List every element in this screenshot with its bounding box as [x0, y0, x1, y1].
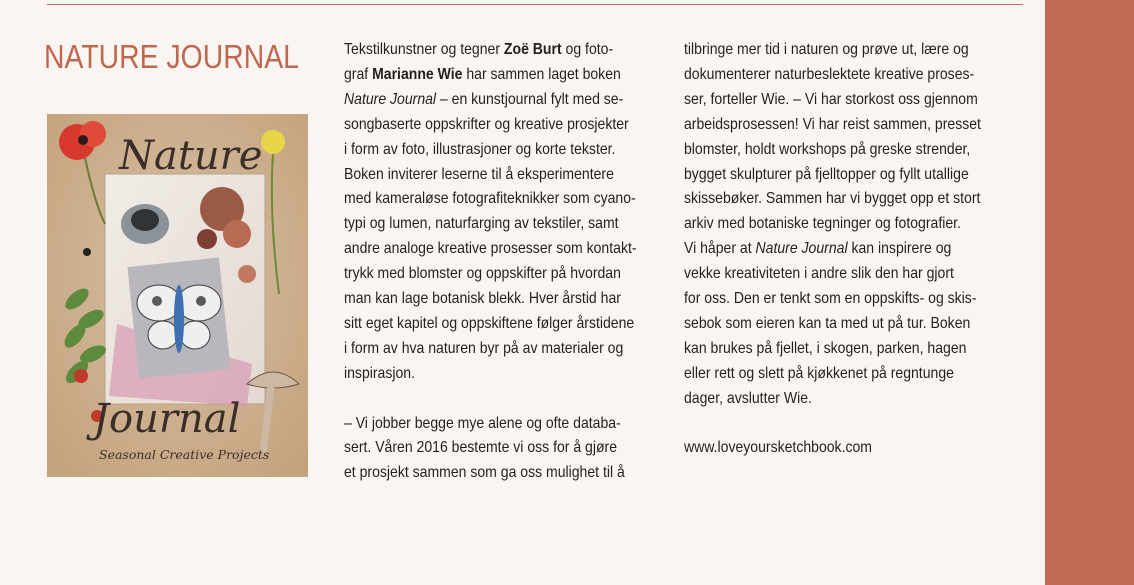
text-line: tilbringe mer tid i naturen og prøve ut, lære og — [684, 41, 969, 58]
text-line: skissebøker. Sammen har vi bygget opp et stort — [684, 190, 981, 208]
text-line: kan brukes på fjellet, i skogen, parken, hagen — [684, 339, 967, 357]
text-line: songbaserte oppskrifter og kreative prosjekter — [344, 115, 629, 133]
cover-title-word-1: Nature — [119, 133, 263, 179]
text-line: graf Marianne Wie har sammen laget boken — [344, 65, 621, 83]
text-line: et prosjekt sammen som ga oss mulighet til å — [344, 464, 625, 482]
text-line: arkiv med botaniske tegninger og fotografier. — [684, 215, 961, 233]
text-line: trykk med blomster og oppskifter på hvordan — [344, 265, 621, 283]
text-line: vekke kreativiteten i andre slik den har gjort — [684, 265, 954, 283]
top-divider — [47, 4, 1023, 5]
text-line: typi og lumen, naturfarging av tekstiler, samt — [344, 215, 619, 233]
body-paragraph-1 — [344, 38, 637, 387]
book-title-italic: Nature Journal — [344, 90, 437, 108]
text-line: Vi håper at Nature Journal kan inspirere og — [684, 240, 952, 258]
ink-bottle-icon — [121, 204, 169, 244]
text-line: for oss. Den er tenkt som en oppskifts- og skis- — [684, 290, 977, 308]
text-column-2 — [684, 38, 981, 461]
text-line: dokumenterer naturbeslektete kreative proses- — [684, 65, 975, 83]
text-line: i form av hva naturen byr på av materialer og — [344, 339, 624, 357]
side-color-band — [1045, 0, 1134, 585]
body-paragraph-3 — [684, 38, 981, 412]
article-title: NATURE JOURNAL — [44, 38, 299, 75]
text-line: Boken inviterer leserne til å eksperimentere — [344, 165, 614, 183]
text-line: – Vi jobber begge mye alene og ofte databa- — [344, 414, 621, 432]
text-column-1 — [344, 38, 637, 486]
text-line: i form av foto, illustrasjoner og korte tekster. — [344, 140, 616, 158]
text-line: sert. Våren 2016 bestemte vi oss for å gjøre — [344, 439, 618, 457]
body-paragraph-2 — [344, 412, 637, 487]
text-line: arbeidsprosessen! Vi har reist sammen, presset — [684, 115, 981, 133]
text-line: sitt eget kapitel og oppskiftene følger årstidene — [344, 314, 635, 332]
text-line: ser, forteller Wie. – Vi har storkost oss gjennom — [684, 90, 978, 108]
text-line: inspirasjon. — [344, 364, 415, 382]
bold-name: Zoë Burt — [503, 41, 562, 58]
text-line: andre analoge kreative prosesser som kontakt- — [344, 240, 637, 258]
text-line: sebok som eieren kan ta med ut på tur. Boken — [684, 314, 971, 332]
text-line: Nature Journal – en kunstjournal fylt med se- — [344, 90, 624, 108]
text-line: eller rett og slett på kjøkkenet på regntunge — [684, 364, 954, 382]
cover-subtitle: Seasonal Creative Projects — [99, 447, 270, 462]
bold-name: Marianne Wie — [372, 65, 463, 83]
text-line: med kameraløse fotografiteknikker som cyano- — [344, 190, 636, 208]
text-line: bygget skulpturer på fjelltopper og fyllt utallige — [684, 165, 969, 183]
text-line: man kan lage botanisk blekk. Hver årstid har — [344, 290, 621, 308]
text-line: blomster, holdt workshops på greske strender, — [684, 140, 971, 158]
book-title-italic: Nature Journal — [755, 240, 848, 258]
text-line: Tekstilkunstner og tegner Zoë Burt og foto- — [344, 41, 614, 58]
cover-title-word-2: Journal — [93, 396, 241, 442]
text-line: dager, avslutter Wie. — [684, 389, 812, 407]
book-cover-image — [47, 114, 308, 477]
website-link[interactable]: www.loveyoursketchbook.com — [684, 439, 872, 457]
